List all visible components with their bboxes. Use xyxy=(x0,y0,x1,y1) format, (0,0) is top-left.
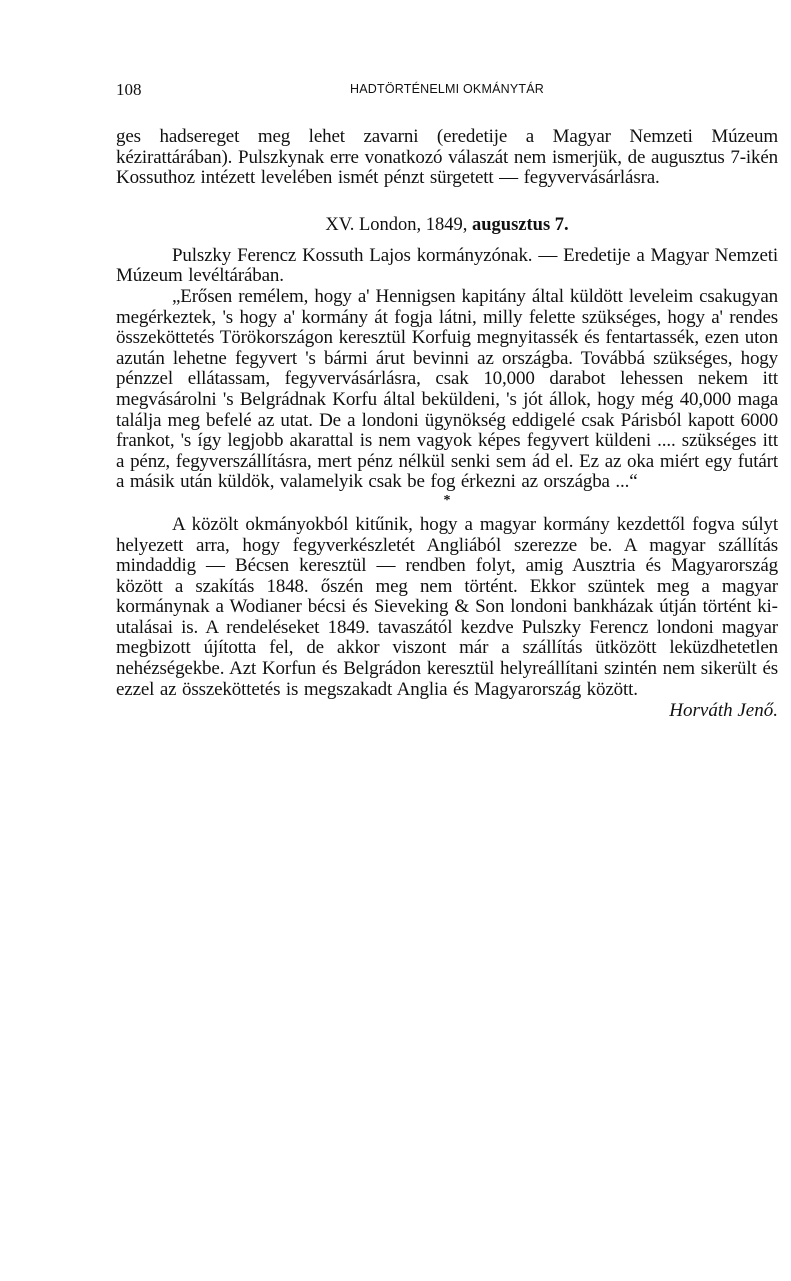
document-number-place: XV. London, 1849, xyxy=(325,214,468,235)
text-column xyxy=(116,127,778,722)
running-title: HADTÖRTÉNELMI OKMÁNYTÁR xyxy=(350,82,544,96)
page-header xyxy=(116,80,778,100)
document-date: augusztus 7. xyxy=(472,214,569,235)
author-signature: Horváth Jenő. xyxy=(669,700,778,722)
intro-paragraph: ges hadsereget meg lehet zavarni (eredetije a Magyar Nemzeti Múzeum kézirattárában). Pulszkynak erre vonatkozó válaszát nem ismerjük, de augusztus 7-ikén Kossuthoz intézett levelében ismét pénzt sürgetett — fegyvervásárlásra. xyxy=(116,126,778,189)
section-separator: * xyxy=(443,492,451,508)
document-note: Pulszky Ferencz Kossuth Lajos kormányzónak. — Eredetije a Magyar Nemzeti Múzeum levéltárában. xyxy=(116,244,778,287)
closing-paragraph: A közölt okmányokból kitűnik, hogy a magyar kormány kezdettől fogva súlyt helyezett arra, hogy fegyverkészletét Angliából szerezze be. A magyar szállítás mindaddig — Bécsen keresztül — rendben folyt, amig Ausztria és Magyarország között a szakítás 1848. őszén meg nem történt. Ekkor szüntek meg a magyar kormánynak a Wodianer bécsi és Sieveking & Son londoni bankházak útján történt kiutalásai is. A rendeléseket 1849. tavaszától kezdve Pulszky Ferencz londoni magyar megbizott újította fel, de akkor viszont már a szállítás ütközött leküzdhetetlen nehézségekbe. Azt Korfun és Belgrádon keresztül helyreállítani szintén nem sikerült és ezzel az összeköttetés is megszakadt Anglia és Magyarország között. xyxy=(116,513,778,700)
document-heading xyxy=(116,214,778,236)
letter-quote: „Erősen remélem, hogy a' Hennigsen kapitány által küldött leveleim csakugyan megérkeztek, 's hogy a' kormány át fogja látni, milly felette szükséges, hogy a' rendes összeköttetés Törökországon keresztül Korfuig megnyitassék és fentartassék, ezen uton azután lehetne fegyvert 's bármi árut bevinni az országba. Továbbá szükséges, hogy pénzzel ellátassam, fegyvervásárlásra, csak 10,000 darabot lehessen nekem itt megvásárolni 's Belgrádnak Korfu által beküldeni, 's jót állok, hogy még 40,000 maga találja meg befelé az utat. De a londoni ügynökség eddigelé csak Párisból kapott 6000 frankot, 's így legjobb akarattal is nem vagyok képes fegyvert küldeni .... szükséges itt a pénz, fegyverszállításra, mert pénz nélkül senki sem ád el. Ez az oka miért egy futárt a másik után küldök, valamelyik csak be fog érkezni az országba ...“ xyxy=(116,285,778,493)
page-number: 108 xyxy=(116,80,142,99)
